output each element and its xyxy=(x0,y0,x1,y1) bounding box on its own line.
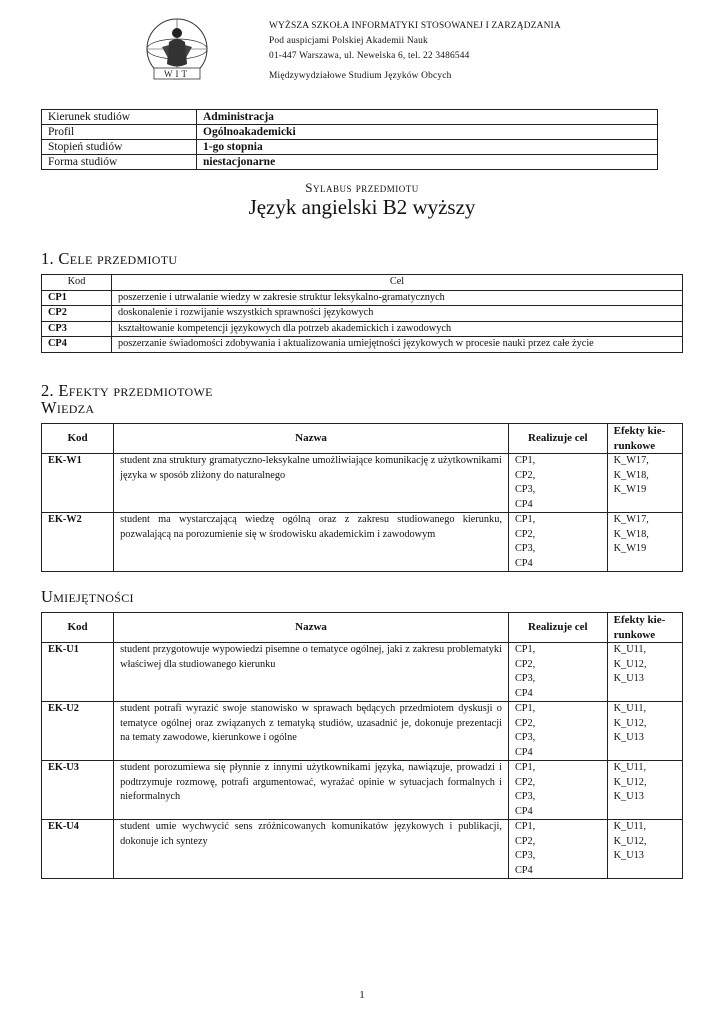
knowledge-effects-table xyxy=(41,423,683,572)
effect-code: EK-W1 xyxy=(42,454,114,513)
goal-ref: CP3, xyxy=(514,484,536,495)
info-value: 1-go stopnia xyxy=(197,140,658,155)
col-eff-line: Efekty kie- xyxy=(613,425,666,437)
direction-code: K_W17, xyxy=(613,514,649,525)
col-eff-line: Efekty kie- xyxy=(613,614,666,626)
effect-direction-codes xyxy=(607,761,682,820)
table-header-row xyxy=(42,424,683,454)
goal-code: CP1 xyxy=(42,290,112,306)
info-value: Ogólnoakademicki xyxy=(197,125,658,140)
table-row xyxy=(42,513,683,572)
goal-ref: CP4 xyxy=(514,687,533,699)
effect-description: student zna struktury gramatyczno-leksykalne umożliwiające komunikację z użytkownikami języka w sposób zliżony do naturalnego xyxy=(114,454,509,513)
effect-description: student porozumiewa się płynnie z innymi użytkownikami języka, nawiązuje, prowadzi i podtrzymuje rozmowę, potrafi argumentować, wyrażać opinie w sytuacjach formalnych i nieformalnych xyxy=(114,761,509,820)
section-heading-effects: 2. Efekty przedmiotowe xyxy=(41,381,213,400)
page-number: 1 xyxy=(359,989,365,1001)
effect-description: student potrafi wyrazić swoje stanowisko w sprawach będących przedmiotem dyskusji o tematyce ogólnej oraz związanych z tematyką studiów, uzasadnić je, dokonuje prezentacji na tematy zawodowe, kierunkowe i ogólne xyxy=(114,702,509,761)
info-key: Stopień studiów xyxy=(42,140,197,155)
goal-ref: CP4 xyxy=(514,864,533,876)
col-eff-header xyxy=(607,424,682,454)
goal-ref: CP4 xyxy=(514,557,533,569)
table-row xyxy=(42,820,683,879)
table-row xyxy=(42,337,683,353)
direction-code: K_U11, xyxy=(613,703,647,714)
skills-effects-table xyxy=(41,612,683,879)
goal-ref: CP4 xyxy=(514,746,533,758)
subheading-knowledge: Wiedza xyxy=(41,398,95,417)
table-header-row xyxy=(42,275,683,291)
direction-code: K_U11, xyxy=(613,821,647,832)
goal-ref: CP1, xyxy=(514,762,536,773)
direction-code: K_U12, xyxy=(613,835,647,847)
effect-description: student przygotowuje wypowiedzi pisemne o tematyce ogólnej, jaki z zakresu problematyki właściwej dla studiowanego kierunku xyxy=(114,643,509,702)
direction-code: K_U12, xyxy=(613,776,647,788)
table-row xyxy=(42,140,658,155)
goal-text: poszerzanie świadomości zdobywania i aktualizowania umiejętności językowych w procesie nauki przez całe życie xyxy=(112,337,683,353)
table-row xyxy=(42,125,658,140)
col-real-header: Realizuje cel xyxy=(508,424,607,454)
table-row xyxy=(42,643,683,702)
goal-ref: CP3, xyxy=(514,543,536,554)
info-key: Kierunek studiów xyxy=(42,110,197,125)
col-eff-line: runkowe xyxy=(613,628,656,641)
effect-goals xyxy=(508,513,607,572)
effect-direction-codes xyxy=(607,513,682,572)
effect-description: student umie wychwycić sens zróżnicowanych komunikatów językowych i publikacji, dokonuje ich syntezy xyxy=(114,820,509,879)
goal-ref: CP2, xyxy=(514,776,536,788)
table-row xyxy=(42,702,683,761)
direction-code: K_U11, xyxy=(613,644,647,655)
effect-code: EK-U3 xyxy=(42,761,114,820)
page-title: Język angielski B2 wyższy xyxy=(248,195,476,219)
info-value: Administracja xyxy=(197,110,658,125)
goal-ref: CP2, xyxy=(514,469,536,481)
effect-direction-codes xyxy=(607,820,682,879)
goal-code: CP2 xyxy=(42,306,112,322)
effect-goals xyxy=(508,643,607,702)
goal-ref: CP2, xyxy=(514,658,536,670)
goal-text: doskonalenie i rozwijanie wszystkich sprawności językowych xyxy=(112,306,683,322)
table-row xyxy=(42,110,658,125)
table-row xyxy=(42,306,683,322)
direction-code: K_W19 xyxy=(613,484,647,495)
sylabus-label: Sylabus przedmiotu xyxy=(305,180,419,195)
effect-description: student ma wystarczającą wiedzę ogólną oraz z zakresu studiowanego kierunku, pozwalającą na porozumienie się w środowisku akademickim i zawodowym xyxy=(114,513,509,572)
direction-code: K_U12, xyxy=(613,658,647,670)
goal-ref: CP3, xyxy=(514,850,536,861)
col-name-header: Nazwa xyxy=(114,613,509,643)
direction-code: K_U13 xyxy=(613,791,644,802)
effect-direction-codes xyxy=(607,454,682,513)
col-eff-line: runkowe xyxy=(613,439,656,452)
goal-code: CP4 xyxy=(42,337,112,353)
goal-ref: CP2, xyxy=(514,528,536,540)
effect-code: EK-W2 xyxy=(42,513,114,572)
effect-code: EK-U2 xyxy=(42,702,114,761)
goal-ref: CP2, xyxy=(514,717,536,729)
table-header-row xyxy=(42,613,683,643)
info-key: Forma studiów xyxy=(42,155,197,170)
table-row xyxy=(42,290,683,306)
col-code-header: Kod xyxy=(42,613,114,643)
info-key: Profil xyxy=(42,125,197,140)
goal-ref: CP1, xyxy=(514,514,536,525)
goal-ref: CP1, xyxy=(514,703,536,714)
col-eff-header xyxy=(607,613,682,643)
goals-table xyxy=(41,274,683,353)
school-logo xyxy=(138,12,216,90)
goal-ref: CP1, xyxy=(514,644,536,655)
effect-goals xyxy=(508,820,607,879)
goal-ref: CP3, xyxy=(514,732,536,743)
table-row xyxy=(42,155,658,170)
effect-goals xyxy=(508,454,607,513)
col-real-header: Realizuje cel xyxy=(508,613,607,643)
goal-ref: CP3, xyxy=(514,673,536,684)
department: Międzywydziałowe Studium Języków Obcych xyxy=(269,70,452,81)
table-row xyxy=(42,761,683,820)
col-code-header: Kod xyxy=(42,275,112,291)
col-goal-header: Cel xyxy=(112,275,683,291)
goal-text: kształtowanie kompetencji językowych dla potrzeb akademickich i zawodowych xyxy=(112,321,683,337)
goal-ref: CP4 xyxy=(514,805,533,817)
letterhead xyxy=(138,12,698,97)
effect-goals xyxy=(508,761,607,820)
table-row xyxy=(42,454,683,513)
direction-code: K_U13 xyxy=(613,850,644,861)
study-info-table xyxy=(41,109,658,170)
address: 01-447 Warszawa, ul. Newelska 6, tel. 22 3486544 xyxy=(269,51,470,62)
goal-ref: CP2, xyxy=(514,835,536,847)
direction-code: K_U13 xyxy=(613,732,644,743)
effect-direction-codes xyxy=(607,643,682,702)
goal-ref: CP4 xyxy=(514,498,533,510)
direction-code: K_U11, xyxy=(613,762,647,773)
info-value: niestacjonarne xyxy=(197,155,658,170)
direction-code: K_U13 xyxy=(613,673,644,684)
goal-text: poszerzenie i utrwalanie wiedzy w zakresie struktur leksykalno-gramatycznych xyxy=(112,290,683,306)
goal-code: CP3 xyxy=(42,321,112,337)
goal-ref: CP3, xyxy=(514,791,536,802)
effect-direction-codes xyxy=(607,702,682,761)
table-row xyxy=(42,321,683,337)
col-name-header: Nazwa xyxy=(114,424,509,454)
goal-ref: CP1, xyxy=(514,821,536,832)
skills-rows xyxy=(42,643,683,879)
direction-code: K_U12, xyxy=(613,717,647,729)
direction-code: K_W18, xyxy=(613,469,649,481)
logo-lettering: WIT xyxy=(164,69,190,79)
subheading-skills: Umiejętności xyxy=(41,587,134,606)
direction-code: K_W19 xyxy=(613,543,647,554)
patronage: Pod auspicjami Polskiej Akademii Nauk xyxy=(269,36,428,47)
effect-goals xyxy=(508,702,607,761)
direction-code: K_W18, xyxy=(613,528,649,540)
direction-code: K_W17, xyxy=(613,455,649,466)
effect-code: EK-U4 xyxy=(42,820,114,879)
knowledge-rows xyxy=(42,454,683,572)
effect-code: EK-U1 xyxy=(42,643,114,702)
section-heading-goals: 1. Cele przedmiotu xyxy=(41,249,178,268)
col-code-header: Kod xyxy=(42,424,114,454)
school-name: WYŻSZA SZKOŁA INFORMATYKI STOSOWANEJ I ZARZĄDZANIA xyxy=(269,21,561,31)
goal-ref: CP1, xyxy=(514,455,536,466)
